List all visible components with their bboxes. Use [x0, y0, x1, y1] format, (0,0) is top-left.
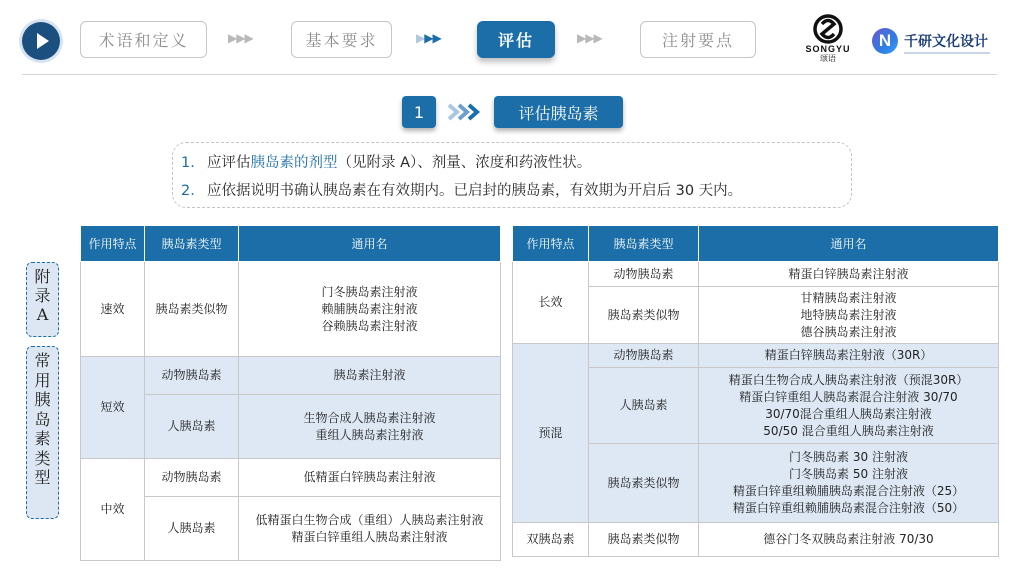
nav-step-assessment[interactable]: 评估: [477, 21, 555, 58]
table-row: [81, 262, 501, 357]
type-cell: 胰岛素类似物: [589, 287, 699, 344]
name-cell: 精蛋白锌胰岛素注射液（30R）: [699, 344, 999, 368]
generic-name: 精蛋白锌重组赖脯胰岛素混合注射液（50）: [732, 501, 965, 515]
qianyan-logo: [872, 28, 988, 54]
column-header: 作用特点: [81, 226, 145, 262]
nav-divider: [22, 74, 997, 75]
generic-name: 生物合成人胰岛素注射液: [303, 410, 436, 425]
generic-name: 门冬胰岛素 50 注射液: [789, 467, 908, 481]
songyu-logo-en: SONGYU: [805, 44, 851, 54]
type-cell: 胰岛素类似物: [589, 444, 699, 523]
songyu-logo: [802, 14, 854, 63]
name-cell: [699, 444, 999, 523]
table-row: [81, 357, 501, 395]
qianyan-mark-icon: N: [872, 28, 898, 54]
songyu-logo-cn: 颂语: [820, 54, 836, 63]
play-icon: [37, 33, 49, 49]
generic-name: 门冬胰岛素注射液: [321, 284, 418, 299]
name-cell: 低精蛋白锌胰岛素注射液: [239, 459, 501, 497]
feature-cell: 预混: [513, 344, 589, 523]
table-row: [513, 344, 999, 368]
generic-name: 赖脯胰岛素注射液: [321, 301, 418, 316]
generic-name: 甘精胰岛素注射液: [800, 290, 897, 305]
nav-separator: ▶▶▶: [577, 31, 602, 45]
column-header: 通用名: [239, 226, 501, 262]
generic-name: 精蛋白锌重组赖脯胰岛素混合注射液（25）: [732, 484, 965, 498]
type-cell: 人胰岛素: [589, 368, 699, 444]
table-header-row: [513, 226, 999, 262]
type-cell: 动物胰岛素: [589, 344, 699, 368]
table-row: [81, 459, 501, 497]
table-row: [513, 262, 999, 287]
appendix-label: 附 录 A: [26, 262, 59, 337]
section-number: 1: [402, 96, 436, 128]
generic-name: 谷赖胰岛素注射液: [321, 318, 418, 333]
insulin-table-right: [512, 225, 999, 557]
assessment-notes: [172, 142, 852, 208]
column-header: 作用特点: [513, 226, 589, 262]
type-cell: 动物胰岛素: [589, 262, 699, 287]
insulin-types-label: 常 用 胰 岛 素 类 型: [26, 346, 59, 519]
feature-cell: 长效: [513, 262, 589, 344]
generic-name: 门冬胰岛素 30 注射液: [789, 450, 908, 464]
type-cell: 人胰岛素: [145, 395, 239, 459]
chevrons-icon: [447, 103, 483, 121]
feature-cell: 速效: [81, 262, 145, 357]
nav-step-terms[interactable]: 术语和定义: [80, 21, 207, 58]
generic-name: 重组人胰岛素注射液: [315, 427, 424, 442]
generic-name: 低精蛋白生物合成（重组）人胰岛素注射液: [255, 512, 484, 527]
feature-cell: 中效: [81, 459, 145, 561]
column-header: 胰岛素类型: [589, 226, 699, 262]
note-text: （见附录 A）、剂量、浓度和药液性状。: [337, 155, 592, 171]
name-cell: [699, 287, 999, 344]
note-text: 应评估: [207, 155, 251, 171]
name-cell: [239, 262, 501, 357]
note-number: 2.: [181, 183, 195, 199]
note-text: 应依据说明书确认胰岛素在有效期内。已启封的胰岛素，有效期为开启后 30 天内。: [207, 183, 743, 199]
type-cell: 胰岛素类似物: [145, 262, 239, 357]
generic-name: 精蛋白锌重组人胰岛素混合注射液 30/70: [739, 389, 958, 404]
play-button[interactable]: [22, 22, 60, 60]
generic-name: 德谷胰岛素注射液: [800, 324, 897, 339]
generic-name: 地特胰岛素注射液: [800, 307, 897, 322]
generic-name: 50/50 混合重组人胰岛素注射液: [763, 423, 934, 438]
note-item-1: [181, 149, 851, 177]
table-header-row: [81, 226, 501, 262]
nav-step-injection-points[interactable]: 注射要点: [640, 21, 756, 58]
name-cell: 胰岛素注射液: [239, 357, 501, 395]
type-cell: 人胰岛素: [145, 497, 239, 561]
generic-name: 30/70混合重组人胰岛素注射液: [765, 406, 932, 421]
nav-separator: ▶▶▶: [228, 31, 253, 45]
column-header: 通用名: [699, 226, 999, 262]
name-cell: [699, 368, 999, 444]
songyu-mark-icon: [811, 14, 845, 44]
type-cell: 动物胰岛素: [145, 357, 239, 395]
nav-step-basic-requirements[interactable]: 基本要求: [291, 21, 392, 58]
table-row: [513, 523, 999, 557]
qianyan-logo-text: 千研文化设计: [904, 34, 988, 50]
generic-name: 精蛋白生物合成人胰岛素注射液（预混30R）: [728, 372, 969, 387]
type-cell: 胰岛素类似物: [589, 523, 699, 557]
feature-cell: 双胰岛素: [513, 523, 589, 557]
qianyan-logo-underline: [904, 52, 990, 54]
insulin-table-left: [80, 225, 501, 561]
column-header: 胰岛素类型: [145, 226, 239, 262]
name-cell: 德谷门冬双胰岛素注射液 70/30: [699, 523, 999, 557]
name-cell: [239, 497, 501, 561]
name-cell: [239, 395, 501, 459]
note-item-2: [181, 177, 851, 205]
section-title: 评估胰岛素: [494, 96, 623, 128]
note-number: 1.: [181, 155, 195, 171]
feature-cell: 短效: [81, 357, 145, 459]
nav-separator-active: ▶▶▶: [416, 31, 441, 45]
name-cell: 精蛋白锌胰岛素注射液: [699, 262, 999, 287]
generic-name: 精蛋白锌重组人胰岛素注射液: [291, 529, 448, 544]
type-cell: 动物胰岛素: [145, 459, 239, 497]
note-highlight: 胰岛素的剂型: [250, 155, 338, 171]
